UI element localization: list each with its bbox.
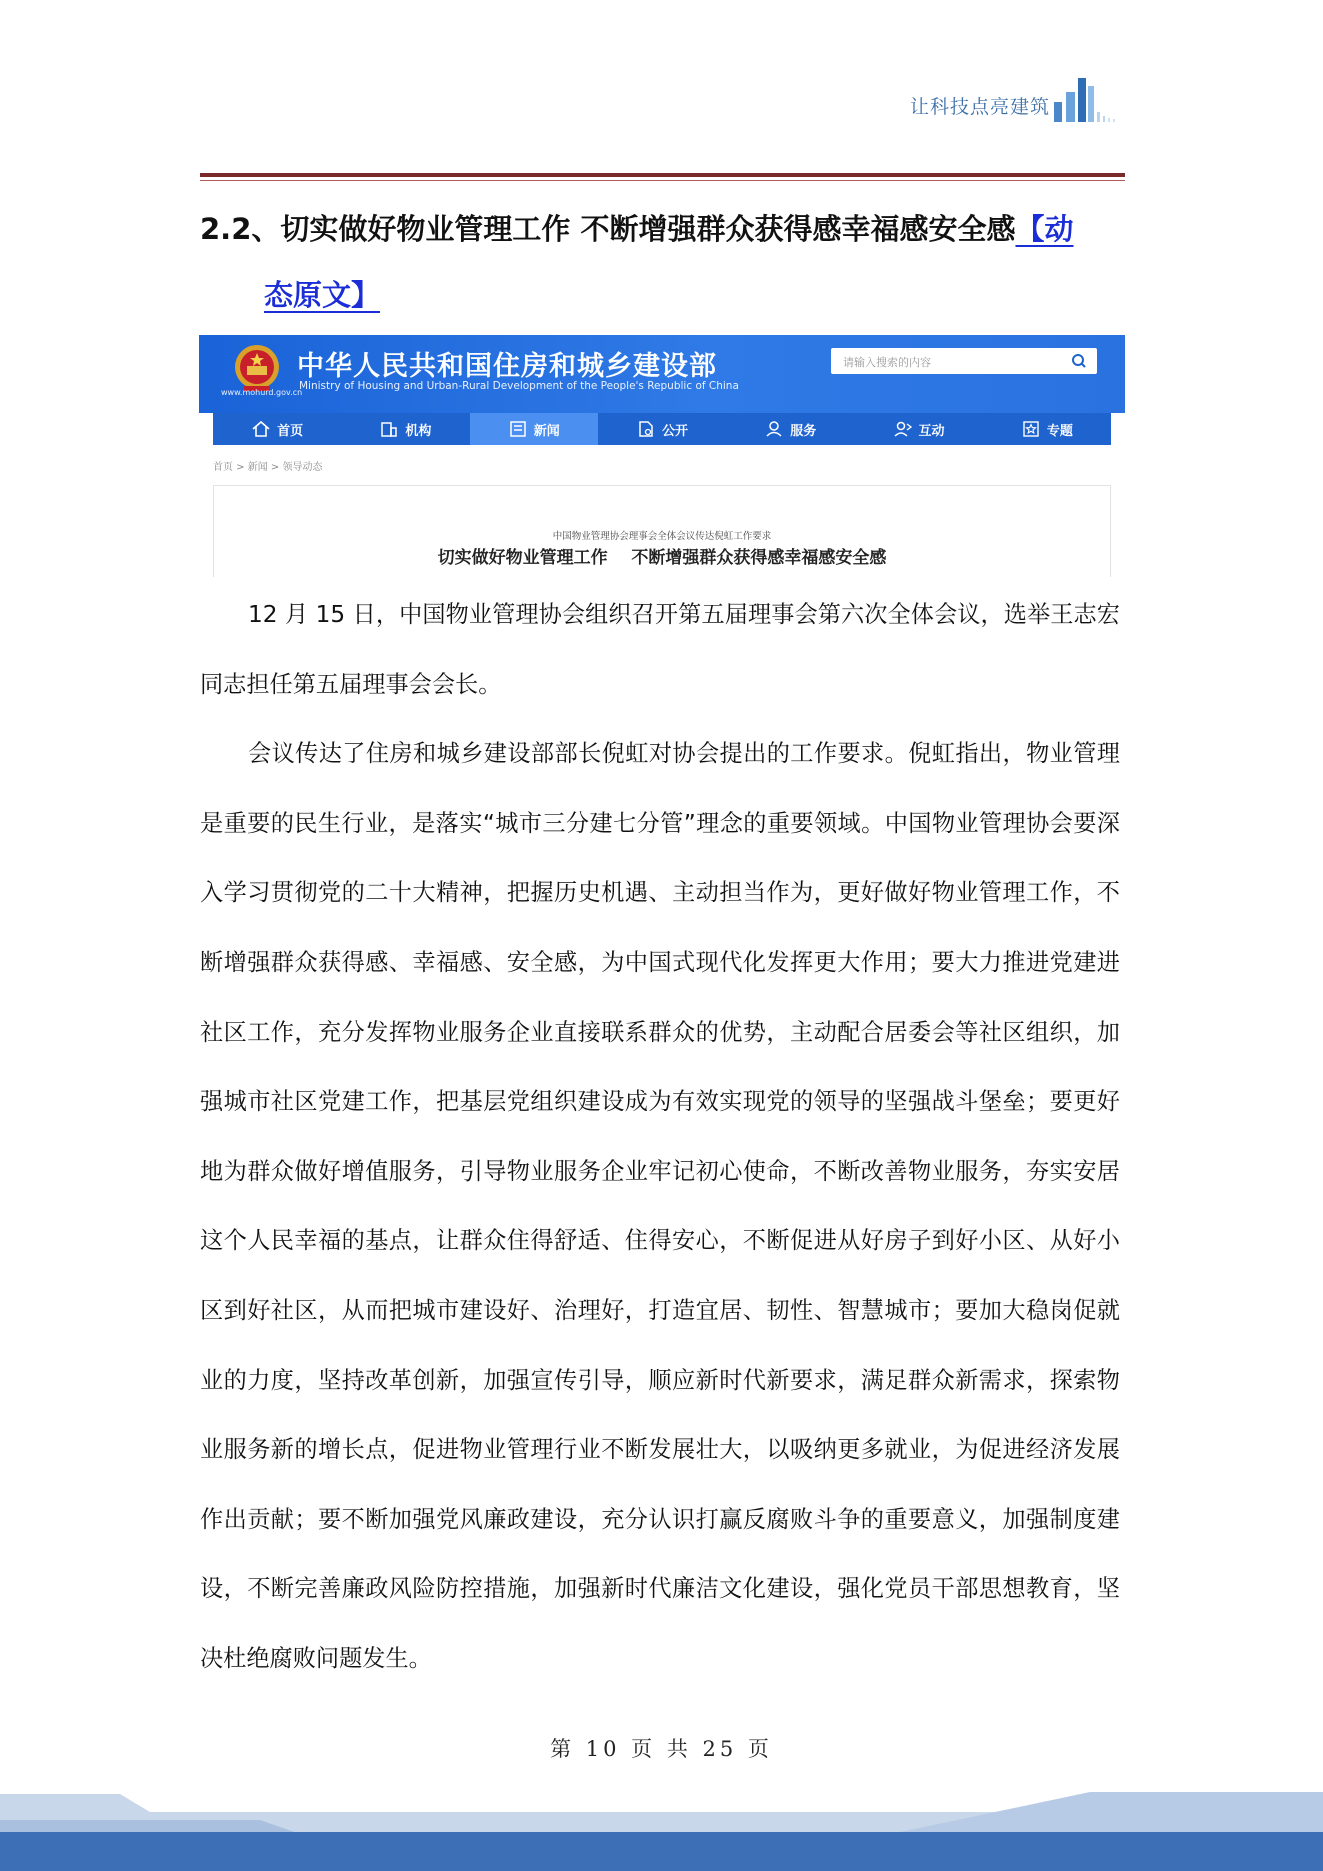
- nav-item-org[interactable]: [341, 413, 469, 445]
- nav-label: 专题: [1046, 423, 1073, 439]
- section-number: 2.2、: [200, 212, 281, 246]
- nav-item-public[interactable]: [598, 413, 726, 445]
- nav-item-interact[interactable]: [854, 413, 982, 445]
- service-icon: [764, 419, 784, 439]
- interact-icon: [893, 419, 913, 439]
- nav-label: 首页: [277, 423, 304, 439]
- nav-item-home[interactable]: [213, 413, 341, 445]
- original-link-part1[interactable]: 【动: [1015, 212, 1074, 246]
- site-url: www.mohurd.gov.cn: [221, 388, 303, 397]
- page-number: 第 10 页 共 25 页: [550, 1737, 773, 1761]
- header-rule: [200, 173, 1125, 177]
- website-screenshot: [199, 335, 1125, 577]
- national-emblem-icon: [232, 342, 282, 394]
- article-card: [213, 485, 1111, 577]
- article-body: [200, 580, 1120, 1694]
- nav-item-news[interactable]: [470, 413, 598, 445]
- search-placeholder: 请输入搜索的内容: [843, 356, 931, 369]
- nav-label: 服务: [790, 423, 817, 439]
- breadcrumb: 首页 > 新闻 > 领导动态: [213, 462, 323, 473]
- nav-label: 公开: [661, 423, 688, 439]
- section-heading: [200, 196, 1125, 328]
- brand-slogan: 让科技点亮建筑: [910, 96, 1051, 118]
- site-nav: [213, 413, 1111, 445]
- nav-label: 机构: [405, 423, 432, 439]
- building-icon: [379, 419, 399, 439]
- original-link-part2[interactable]: 态原文】: [264, 278, 381, 312]
- site-banner: [199, 335, 1125, 413]
- search-box[interactable]: [831, 348, 1097, 374]
- news-icon: [508, 419, 528, 439]
- nav-label: 互动: [918, 423, 945, 439]
- document-icon: [636, 419, 656, 439]
- header-rule-thin: [200, 180, 1125, 181]
- site-subtitle: Ministry of Housing and Urban-Rural Development of the People's Republic of China: [299, 380, 739, 392]
- nav-label: 新闻: [533, 423, 560, 439]
- paragraph: 会议传达了住房和城乡建设部部长倪虹对协会提出的工作要求。倪虹指出，物业管理是重要的民生行业，是落实“城市三分建七分管”理念的重要领域。中国物业管理协会要深入学习贯彻党的二十大精神，把握历史机遇、主动担当作为，更好做好物业管理工作，不断增强群众获得感、幸福感、安全感，为中国式现代化发挥更大作用；要大力推进党建进社区工作，充分发挥物业服务企业直接联系群众的优势，主动配合居委会等社区组织，加强城市社区党建工作，把基层党组织建设成为有效实现党的领导的坚强战斗堡垒；要更好地为群众做好增值服务，引导物业服务企业牢记初心使命，不断改善物业服务，夯实安居这个人民幸福的基点，让群众住得舒适、住得安心，不断促进从好房子到好小区、从好小区到好社区，从而把城市建设好、治理好，打造宜居、韧性、智慧城市；要加大稳岗促就业的力度，坚持改革创新，加强宣传引导，顺应新时代新要求，满足群众新需求，探索物业服务新的增长点，促进物业管理行业不断发展壮大，以吸纳更多就业，为促进经济发展作出贡献；要不断加强党风廉政建设，充分认识打赢反腐败斗争的重要意义，加强制度建设，不断完善廉政风险防控措施，加强新时代廉洁文化建设，强化党员干部思想教育，坚决杜绝腐败问题发生。: [200, 740, 1120, 1672]
- article-kicker: 中国物业管理协会理事会全体会议传达倪虹工作要求: [552, 531, 772, 542]
- article-title: 切实做好物业管理工作 不断增强群众获得感幸福感安全感: [437, 548, 887, 568]
- building-logo-icon: [1052, 72, 1116, 128]
- home-icon: [251, 419, 271, 439]
- paragraph: 12 月 15 日，中国物业管理协会组织召开第五届理事会第六次全体会议，选举王志宏同志担任第五届理事会会长。: [200, 601, 1120, 698]
- star-icon: [1021, 419, 1041, 439]
- footer-decoration: [0, 1782, 1323, 1871]
- site-title: 中华人民共和国住房和城乡建设部: [297, 351, 717, 382]
- section-title: 切实做好物业管理工作 不断增强群众获得感幸福感安全感: [280, 212, 1016, 246]
- search-icon[interactable]: [1071, 353, 1087, 369]
- nav-item-topic[interactable]: [983, 413, 1111, 445]
- nav-item-service[interactable]: [726, 413, 854, 445]
